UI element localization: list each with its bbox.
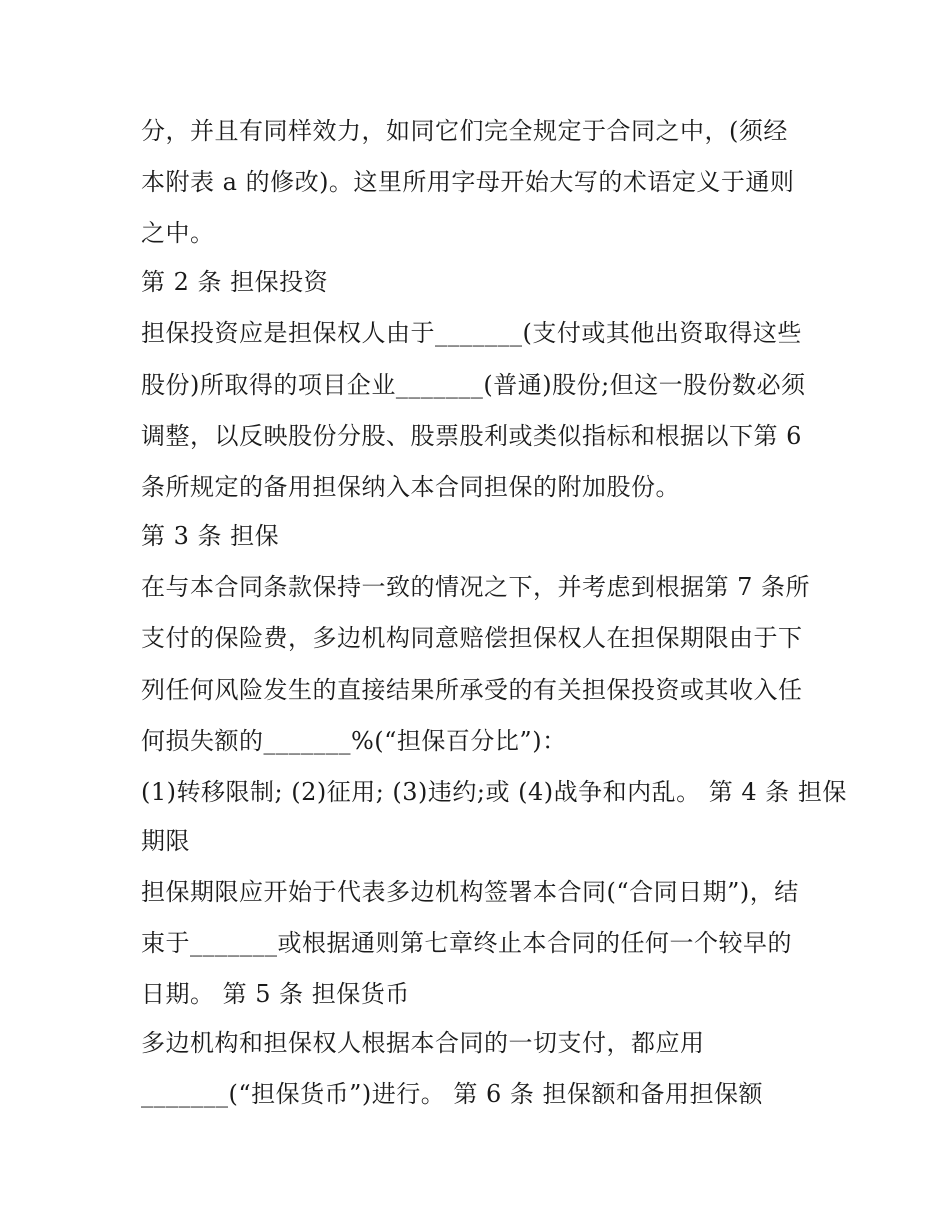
text-line: 本附表 a 的修改)。这里所用字母开始大写的术语定义于通则 xyxy=(141,168,795,196)
text-line: 支付的保险费，多边机构同意赔偿担保权人在担保期限由于下 xyxy=(141,624,803,652)
text-line: _______(“担保货币”)进行。 第 6 条 担保额和备用担保额 xyxy=(141,1080,764,1108)
text-line: 何损失额的_______%(“担保百分比”)： xyxy=(141,727,567,755)
text-line: 多边机构和担保权人根据本合同的一切支付，都应用 xyxy=(141,1029,705,1057)
text-line: 日期。 第 5 条 担保货币 xyxy=(141,980,410,1008)
text-line: 期限 xyxy=(141,827,190,855)
text-line: 束于_______或根据通则第七章终止本合同的任何一个较早的 xyxy=(141,929,792,957)
text-line: 列任何风险发生的直接结果所承受的有关担保投资或其收入任 xyxy=(141,676,803,704)
text-line: 在与本合同条款保持一致的情况之下，并考虑到根据第 7 条所 xyxy=(141,573,811,601)
text-line: 担保期限应开始于代表多边机构签署本合同(“合同日期”)，结 xyxy=(141,878,799,906)
section-heading: 第 2 条 担保投资 xyxy=(141,268,329,296)
text-line: (1)转移限制; (2)征用; (3)违约;或 (4)战争和内乱。 第 4 条 担保 xyxy=(141,778,847,806)
text-line: 担保投资应是担保权人由于_______(支付或其他出资取得这些 xyxy=(141,319,802,347)
text-line: 股份)所取得的项目企业_______(普通)股份;但这一股份数必须 xyxy=(141,371,806,399)
text-line: 之中。 xyxy=(141,219,215,247)
section-heading: 第 3 条 担保 xyxy=(141,522,280,550)
text-line: 条所规定的备用担保纳入本合同担保的附加股份。 xyxy=(141,473,680,501)
text-line: 调整，以反映股份分股、股票股利或类似指标和根据以下第 6 xyxy=(141,422,802,450)
text-line: 分，并且有同样效力，如同它们完全规定于合同之中，(须经 xyxy=(141,117,788,145)
